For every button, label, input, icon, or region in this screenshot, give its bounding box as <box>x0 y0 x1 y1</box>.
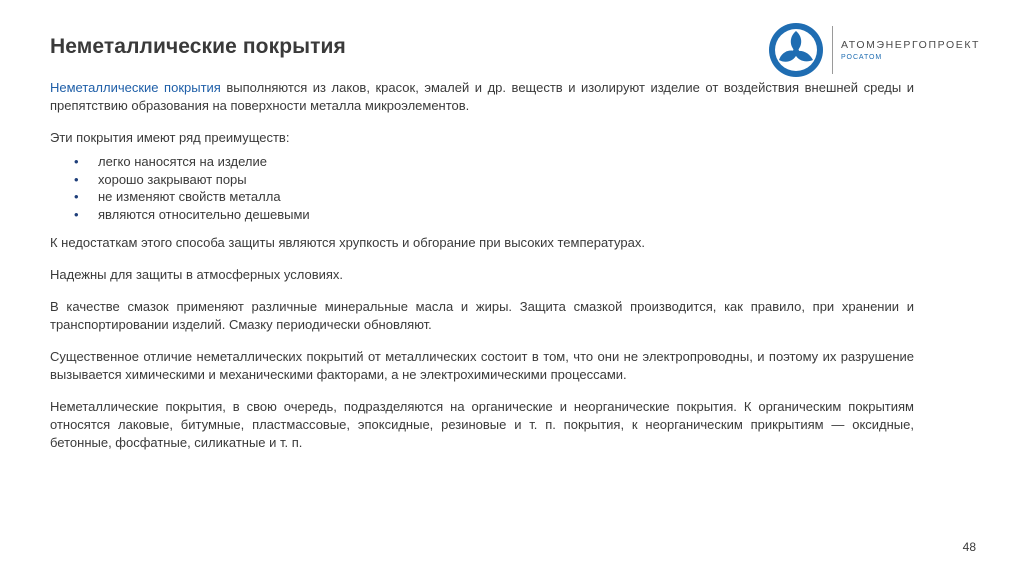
list-item <box>74 206 914 224</box>
list-item-text: являются относительно дешевыми <box>98 206 310 222</box>
page-number: 48 <box>962 540 976 554</box>
list-item <box>74 171 914 189</box>
classification-paragraph: Неметаллические покрытия, в свою очередь, подразделяются на органические и неорганические покрытия. К органическим покрытиям относятся лаковые, битумные, пластмассовые, эпоксидные, резиновые и т. п. покрытия, к неорганическим прикрытиям — оксидные, бетонные, фосфатные, силикатные и т. п. <box>50 399 914 450</box>
bullet-icon: • <box>74 206 79 222</box>
intro-highlight: Неметаллические покрытия <box>50 80 221 95</box>
bullet-icon: • <box>74 171 79 187</box>
bullet-icon: • <box>74 189 79 204</box>
advantages-intro: Эти покрытия имеют ряд преимуществ: <box>50 130 290 145</box>
rosatom-atom-logo-icon <box>768 22 824 78</box>
intro-text: выполняются из лаков, красок, эмалей и др. веществ и изолируют изделие от воздействия внешней среды и препятствию образования на поверхности металла микроэлементов. <box>50 80 915 113</box>
intro-paragraph <box>50 79 914 115</box>
list-item-text: хорошо закрывают поры <box>98 171 247 187</box>
difference-paragraph: Существенное отличие неметаллических покрытий от металлических состоит в том, что они не электропроводны, и поэтому их разрушение вызывается химическими и механическими факторами, а не электрохимическими процессами. <box>50 349 914 382</box>
logo-company-subname: РОСАТОМ <box>841 54 883 61</box>
bullet-icon: • <box>74 154 79 169</box>
slide-title: Неметаллические покрытия <box>50 35 346 58</box>
disadvantages-paragraph: К недостаткам этого способа защиты являются хрупкость и обгорание при высоких температурах. <box>50 235 645 250</box>
lubricants-paragraph: В качестве смазок применяют различные минеральные масла и жиры. Защита смазкой производится, как правило, при хранении и транспортировании изделий. Смазку периодически обновляют. <box>50 299 914 332</box>
list-item <box>74 188 914 206</box>
company-logo <box>768 22 980 78</box>
list-item-text: легко наносятся на изделие <box>98 154 267 169</box>
advantages-list <box>50 153 914 223</box>
logo-text <box>841 39 980 61</box>
slide-content <box>50 79 914 452</box>
logo-divider <box>832 26 833 74</box>
reliability-paragraph: Надежны для защиты в атмосферных условиях. <box>50 267 344 282</box>
list-item-text: не изменяют свойств металла <box>98 189 281 204</box>
list-item <box>74 153 914 171</box>
logo-company-name: АТОМЭНЕРГОПРОЕКТ <box>841 39 981 51</box>
